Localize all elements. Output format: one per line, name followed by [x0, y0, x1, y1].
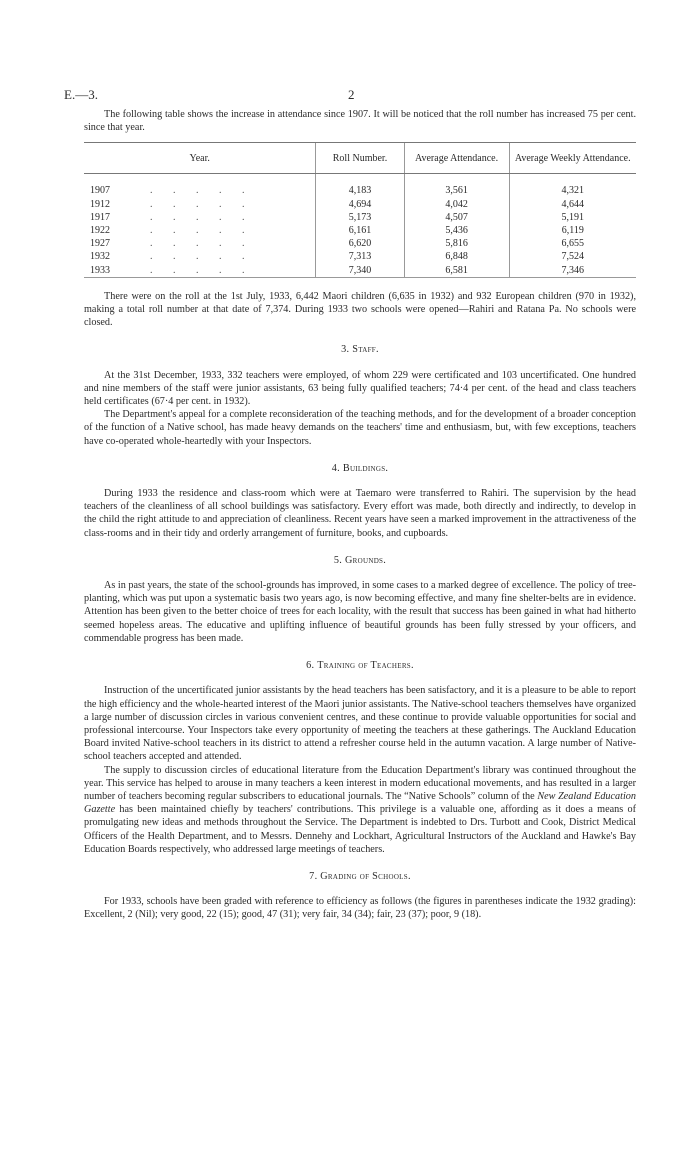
body-paragraph: As in past years, the state of the school-grounds has improved, in some cases to a marked degree of excellence. The policy of tree-planting, which was put upon a systematic basis two years ago, is now becoming effective, and many fine shelter-belts are in evidence. Attention has been given to the better choice of trees for each locality, with the result that success has been gained in what had hitherto seemed hopeless areas. The educative and uplifting influence of beautiful grounds has been fully stressed by your officers, and commendable progress has been made. [84, 580, 636, 644]
table-cell: 4,507 [404, 211, 509, 224]
table-row [84, 198, 636, 211]
intro-paragraph: The following table shows the increase in attendance since 1907. It will be noticed that the roll number has increased 75 per cent. since that year. [84, 109, 636, 134]
col-roll: Roll Number. [316, 143, 404, 174]
cell-year: 1927 . . . . . [90, 238, 254, 250]
table-row [84, 264, 636, 278]
roll-paragraph: There were on the roll at the 1st July, 1933, 6,442 Maori children (6,635 in 1932) and 932 European children (970 in 1932), making a total roll number at that date of 7,374. During 1933 two schools were opened—Rahiri and Ratana Pa. No schools were closed. [84, 290, 636, 329]
table-row [84, 224, 636, 237]
table-cell: 4,644 [509, 198, 636, 211]
page-number: 2 [348, 87, 355, 102]
table-cell: 3,561 [404, 184, 509, 197]
literature-paragraph: The supply to discussion circles of educational literature from the Education Department's library was continued throughout the year. This service has helped to arouse in many teachers a keen interest in modern educational movements, and has resulted in a larger number of teachers becoming regular subscribers to educational journals. The “Native Schools” column of the New Zealand Education Gazette has been maintained chiefly by teachers' contributions. This privilege is a valuable one, affording as it does a means of promulgating new ideas and methods throughout the Service. The Department is indebted to Drs. Turbott and Cook, District Medical Officers of the Health Department, and to Messrs. Dennehy and Lockhart, Agricultural Instructors of the Auckland and Hawke's Bay Education Boards respectively, who addressed large meetings of teachers. [84, 764, 636, 855]
cell-year: 1912 . . . . . [90, 198, 254, 210]
table-cell: 4,042 [404, 198, 509, 211]
cell-year: 1933 . . . . . [84, 264, 316, 278]
section-heading: 3. Staff. [341, 344, 379, 356]
body-paragraph: For 1933, schools have been graded with reference to efficiency as follows (the figures in parentheses indicate the 1932 grading): Excellent, 2 (Nil); very good, 22 (15); good, 47 (31); very fair, 34 (34); fair, 23 (37); poor, 9 (18). [84, 896, 636, 921]
table-cell: 6,119 [509, 224, 636, 237]
body-paragraph: The Department's appeal for a complete reconsideration of the teaching methods, and for the development of a broader conception of the function of a Native school, has made heavy demands on the teachers' time and enthusiasm, but, with few exceptions, teachers have co-operated whole-heartedly with your Inspectors. [84, 409, 636, 447]
cell-year: 1932 . . . . . [90, 251, 254, 263]
document-code: E.—3. [64, 87, 98, 102]
table-header-row [84, 143, 636, 174]
table-row [84, 237, 636, 250]
col-year: Year. [84, 143, 316, 174]
cell-year: 1922 . . . . . [90, 225, 254, 237]
table-cell: 7,313 [316, 250, 404, 263]
table-cell: 7,340 [316, 264, 404, 278]
col-avg-attendance: Average Attendance. [404, 143, 509, 174]
table-row [84, 184, 636, 197]
table-cell: 5,173 [316, 211, 404, 224]
table-cell: 6,581 [404, 264, 509, 278]
table-cell: 5,816 [404, 237, 509, 250]
body-paragraph: At the 31st December, 1933, 332 teachers were employed, of whom 229 were certificated and 103 uncertificated. One hundred and nine members of the staff were junior assistants, 63 being fully qualified teachers; 74·4 per cent. of the head and class teachers held certificates (67·4 per cent. in 1932). [84, 369, 636, 408]
table-cell: 4,321 [509, 184, 636, 197]
table-cell: 7,524 [509, 250, 636, 263]
section-heading: 4. Buildings. [331, 462, 389, 474]
table-row [84, 250, 636, 263]
table-cell: 5,191 [509, 211, 636, 224]
section-heading: 5. Grounds. [333, 554, 387, 566]
table-cell: 5,436 [404, 224, 509, 237]
section-heading: 6. Training of Teachers. [306, 660, 414, 672]
page-header [64, 87, 636, 108]
table-cell: 6,620 [316, 237, 404, 250]
table-cell: 6,848 [404, 250, 509, 263]
document-page [64, 87, 636, 922]
table-cell: 6,655 [509, 237, 636, 250]
table-cell: 7,346 [509, 264, 636, 278]
col-avg-weekly: Average Weekly Attendance. [509, 143, 636, 174]
body-paragraph: During 1933 the residence and class-room which were at Taemaro were transferred to Rahiri. The supervision by the head teachers of the cleanliness of all school buildings was satisfactory. Every effort was made, both directly and indirectly, to develop in the child the right attitude to and appreciation of cleanliness. Recent years have seen a marked improvement in the attractiveness of the class-rooms and in their tidy and orderly arrangement of furniture, books, and cupboards. [84, 488, 636, 539]
table-cell: 4,183 [316, 184, 404, 197]
table-cell: 6,161 [316, 224, 404, 237]
cell-year: 1907 . . . . . [90, 185, 254, 197]
cell-year: 1917 . . . . . [90, 211, 254, 223]
body-paragraph: Instruction of the uncertificated junior assistants by the head teachers has been satisfactory, and it is a pleasure to be able to report the high efficiency and the whole-hearted interest of the Maori junior assistants. The Native-school teachers themselves have organized a large number of discussion circles in various convenient centres, and these continue to provide valuable opportunities for social and professional intercourse. Your Inspectors take every opportunity of meeting the teachers at these gatherings. The Auckland Education Board invited Native-school teachers in its district to attend a refresher course held in the autumn vacation. A large number of Native-school teachers accepted and attended. [84, 685, 636, 763]
table-row [84, 211, 636, 224]
table-cell: 4,694 [316, 198, 404, 211]
section-heading: 7. Grading of Schools. [309, 870, 411, 882]
attendance-table [84, 142, 636, 277]
